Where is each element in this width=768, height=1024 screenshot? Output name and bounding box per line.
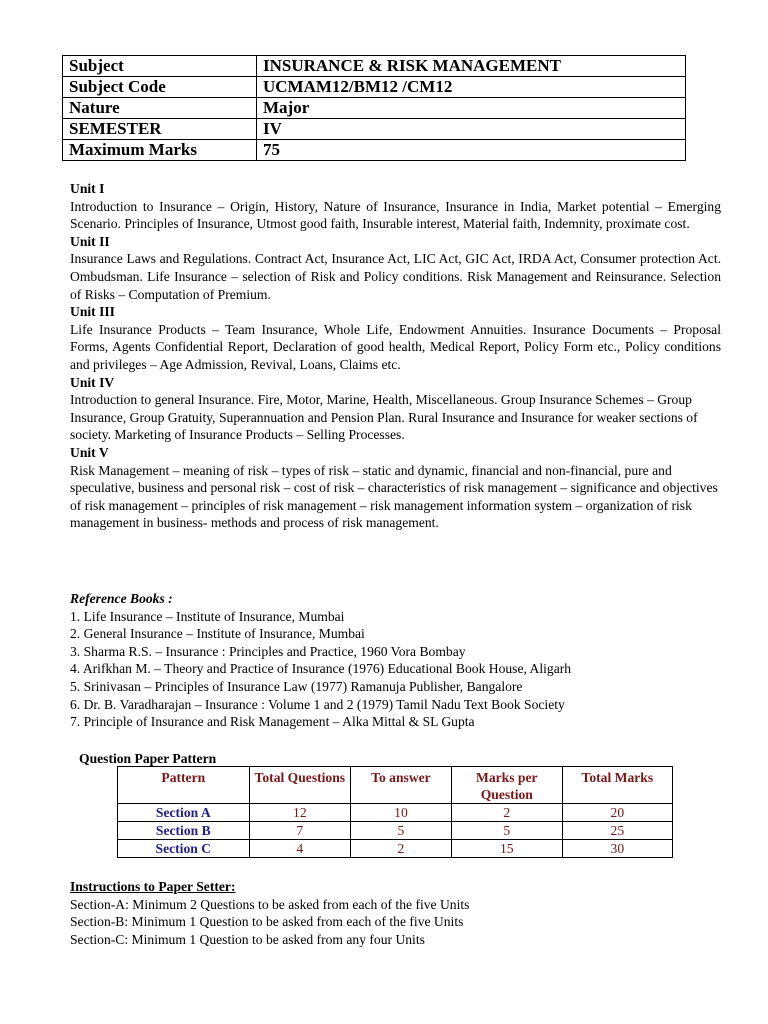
unit-1-text: Introduction to Insurance – Origin, History, Nature of Insurance, Insurance in India, Market potential – Emerging Scenario. Principles of Insurance, Utmost good faith, Insurable interest, Material faith, Indemnity, proximate cost. xyxy=(70,198,721,232)
to-answer-cell: 5 xyxy=(351,822,452,840)
reference-item: 5. Srinivasan – Principles of Insurance Law (1977) Ramanuja Publisher, Bangalore xyxy=(70,678,523,694)
info-row-maximum-marks xyxy=(63,140,686,161)
syllabus-units xyxy=(70,180,721,532)
info-value: INSURANCE & RISK MANAGEMENT xyxy=(257,56,686,77)
unit-5-heading: Unit V xyxy=(70,444,109,460)
to-answer-cell: 2 xyxy=(351,840,452,858)
unit-4-text: Introduction to general Insurance. Fire, Motor, Marine, Health, Miscellaneous. Group Insurance Schemes – Group Insurance, Group Gratuity, Superannuation and Pension Plan. Rural Insurance and Insurance for weaker sections of society. Marketing of Insurance Products – Selling Processes. xyxy=(70,392,698,443)
info-row-subject xyxy=(63,56,686,77)
info-key: SEMESTER xyxy=(63,119,257,140)
reference-item: 3. Sharma R.S. – Insurance : Principles and Practice, 1960 Vora Bombay xyxy=(70,643,466,659)
reference-item: 2. General Insurance – Institute of Insurance, Mumbai xyxy=(70,626,365,642)
reference-item: 4. Arifkhan M. – Theory and Practice of Insurance (1976) Educational Book House, Aligarh xyxy=(70,661,572,677)
instruction-line: Section-C: Minimum 1 Question to be asked from any four Units xyxy=(70,931,425,947)
total-questions-cell: 12 xyxy=(249,804,350,822)
reference-item: 1. Life Insurance – Institute of Insurance, Mumbai xyxy=(70,608,345,624)
reference-books-title: Reference Books : xyxy=(70,591,173,606)
info-value: UCMAM12/BM12 /CM12 xyxy=(257,77,686,98)
section-label: Section A xyxy=(118,804,250,822)
unit-1-heading: Unit I xyxy=(70,181,105,196)
info-row-nature xyxy=(63,98,686,119)
question-paper-title: Question Paper Pattern xyxy=(79,751,217,766)
unit-3-text: Life Insurance Products – Team Insurance, Whole Life, Endowment Annuities. Insurance Documents – Proposal Forms, Agents Confidential Report, Declaration of good health, Medical Report, Policy Form etc., Policy conditions and privileges – Age Admission, Revival, Loans, Claims etc. xyxy=(70,321,721,372)
info-value: IV xyxy=(257,119,686,140)
instructions-title: Instructions to Paper Setter: xyxy=(70,879,236,894)
marks-per-question-cell: 15 xyxy=(451,840,562,858)
section-label: Section C xyxy=(118,840,250,858)
total-marks-cell: 20 xyxy=(562,804,672,822)
header-pattern: Pattern xyxy=(118,767,250,804)
info-value: Major xyxy=(257,98,686,119)
instruction-line: Section-B: Minimum 1 Question to be asked from each of the five Units xyxy=(70,914,464,930)
unit-3-heading: Unit III xyxy=(70,304,115,320)
info-key: Subject Code xyxy=(63,77,257,98)
to-answer-cell: 10 xyxy=(351,804,452,822)
unit-2-text: Insurance Laws and Regulations. Contract Act, Insurance Act, LIC Act, GIC Act, IRDA Act, Consumer protection Act. Ombudsman. Life Insurance – selection of Risk and Policy conditions. Risk Management and Reinsurance. Selection of Risks – Computation of Premium. xyxy=(70,251,721,302)
info-row-subject-code xyxy=(63,77,686,98)
reference-item: 7. Principle of Insurance and Risk Management – Alka Mittal & SL Gupta xyxy=(70,714,475,730)
reference-list xyxy=(70,608,721,731)
unit-4-heading: Unit IV xyxy=(70,374,115,390)
total-marks-cell: 30 xyxy=(562,840,672,858)
question-paper-table xyxy=(117,766,673,858)
table-row xyxy=(118,822,673,840)
unit-5-text: Risk Management – meaning of risk – types of risk – static and dynamic, financial and non-financial, pure and speculative, business and personal risk – cost of risk – characteristics of risk management – significance and objectives of risk management – principles of risk management – risk management information system – organization of risk management in business- methods and process of risk management. xyxy=(70,462,718,531)
header-to-answer: To answer xyxy=(351,767,452,804)
info-key: Nature xyxy=(63,98,257,119)
table-row xyxy=(118,804,673,822)
unit-2-heading: Unit II xyxy=(70,233,110,249)
info-key: Maximum Marks xyxy=(63,140,257,161)
info-row-semester xyxy=(63,119,686,140)
question-paper-header-row xyxy=(118,767,673,804)
total-marks-cell: 25 xyxy=(562,822,672,840)
header-marks-per-question: Marks per Question xyxy=(451,767,562,804)
section-label: Section B xyxy=(118,822,250,840)
header-total-marks: Total Marks xyxy=(562,767,672,804)
subject-info-table xyxy=(62,55,686,161)
info-value: 75 xyxy=(257,140,686,161)
header-total-questions: Total Questions xyxy=(249,767,350,804)
info-key: Subject xyxy=(63,56,257,77)
total-questions-cell: 7 xyxy=(249,822,350,840)
marks-per-question-cell: 5 xyxy=(451,822,562,840)
marks-per-question-cell: 2 xyxy=(451,804,562,822)
reference-books xyxy=(70,590,721,731)
instruction-line: Section-A: Minimum 2 Questions to be asked from each of the five Units xyxy=(70,896,470,912)
total-questions-cell: 4 xyxy=(249,840,350,858)
reference-item: 6. Dr. B. Varadharajan – Insurance : Volume 1 and 2 (1979) Tamil Nadu Text Book Society xyxy=(70,696,565,712)
paper-setter-instructions xyxy=(70,878,721,948)
table-row xyxy=(118,840,673,858)
